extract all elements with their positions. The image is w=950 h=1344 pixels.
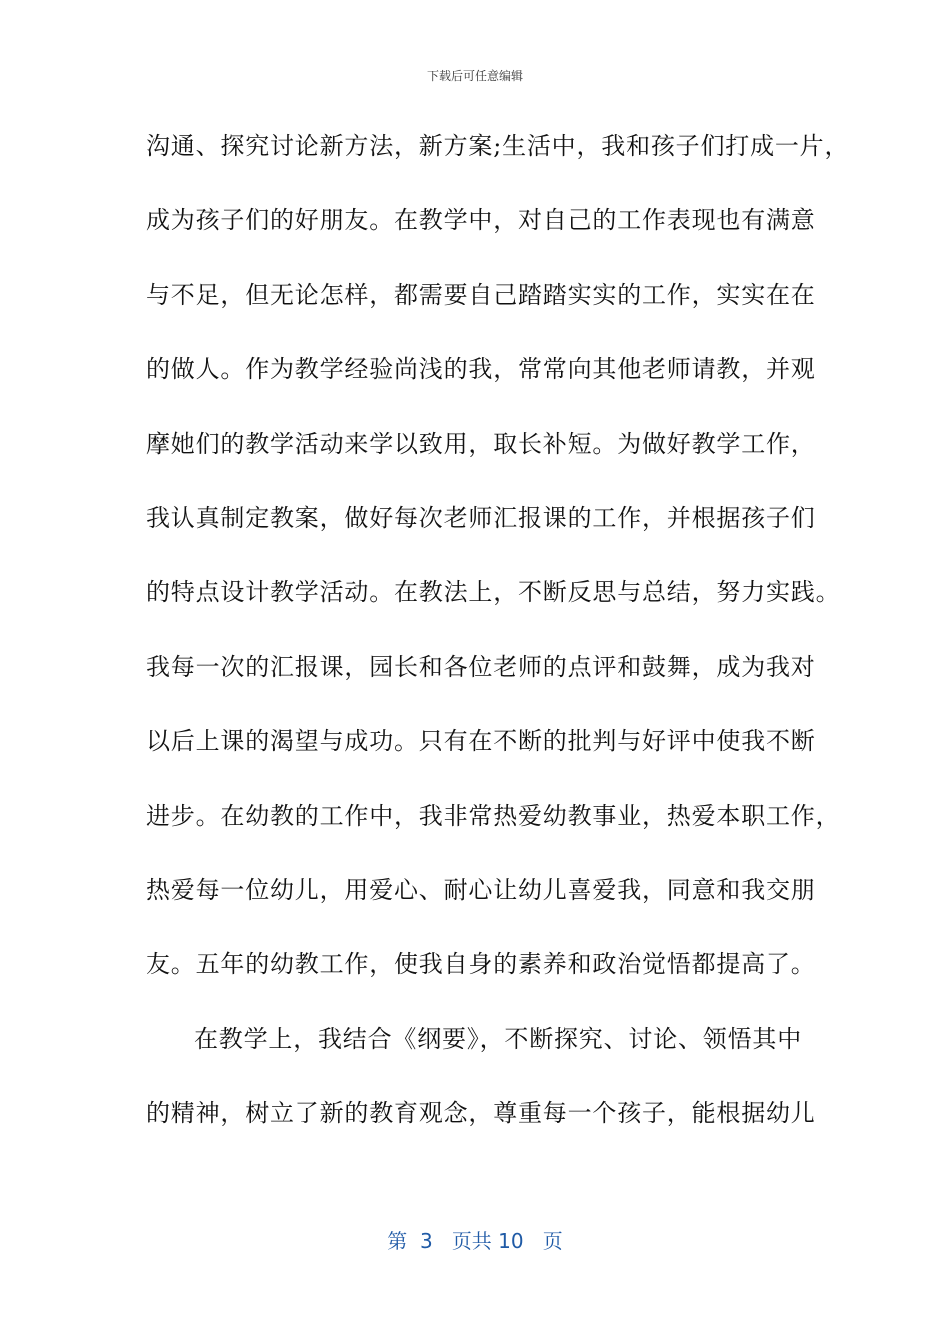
body-line-indented: 在教学上，我结合《纲要》，不断探究、讨论、领悟其中 (194, 1024, 802, 1053)
page-label-prefix: 第 (387, 1229, 408, 1253)
body-line: 沟通、探究讨论新方法，新方案;生活中，我和孩子们打成一片， (146, 132, 850, 160)
body-line: 进步。在幼教的工作中，我非常热爱幼教事业，热爱本职工作， (146, 801, 841, 830)
body-line: 的特点设计教学活动。在教法上，不断反思与总结，努力实践。 (146, 578, 841, 607)
page-label-suffix: 页 (542, 1229, 563, 1253)
body-line: 我每一次的汇报课，园长和各位老师的点评和鼓舞，成为我对 (146, 652, 816, 681)
page-label-middle: 页共 (451, 1229, 492, 1253)
page-footer (0, 1225, 950, 1254)
body-line: 我认真制定教案，做好每次老师汇报课的工作，并根据孩子们 (146, 503, 816, 532)
total-pages-number: 10 (498, 1229, 524, 1253)
body-line: 摩她们的教学活动来学以致用，取长补短。为做好教学工作， (146, 429, 816, 458)
body-line: 成为孩子们的好朋友。在教学中，对自己的工作表现也有满意 (146, 206, 816, 235)
body-line: 友。五年的幼教工作，使我自身的素养和政治觉悟都提高了。 (146, 950, 816, 979)
body-line: 与不足，但无论怎样，都需要自己踏踏实实的工作，实实在在 (146, 280, 816, 309)
page-header-note: 下载后可任意编辑 (426, 69, 523, 83)
body-line: 的精神，树立了新的教育观念，尊重每一个孩子，能根据幼儿 (146, 1099, 816, 1128)
body-line: 的做人。作为教学经验尚浅的我，常常向其他老师请教，并观 (146, 355, 816, 384)
body-line: 热爱每一位幼儿，用爱心、耐心让幼儿喜爱我，同意和我交朋 (146, 875, 816, 904)
document-body (146, 128, 850, 1169)
current-page-number: 3 (420, 1229, 433, 1253)
body-line: 以后上课的渴望与成功。只有在不断的批判与好评中使我不断 (146, 727, 816, 756)
